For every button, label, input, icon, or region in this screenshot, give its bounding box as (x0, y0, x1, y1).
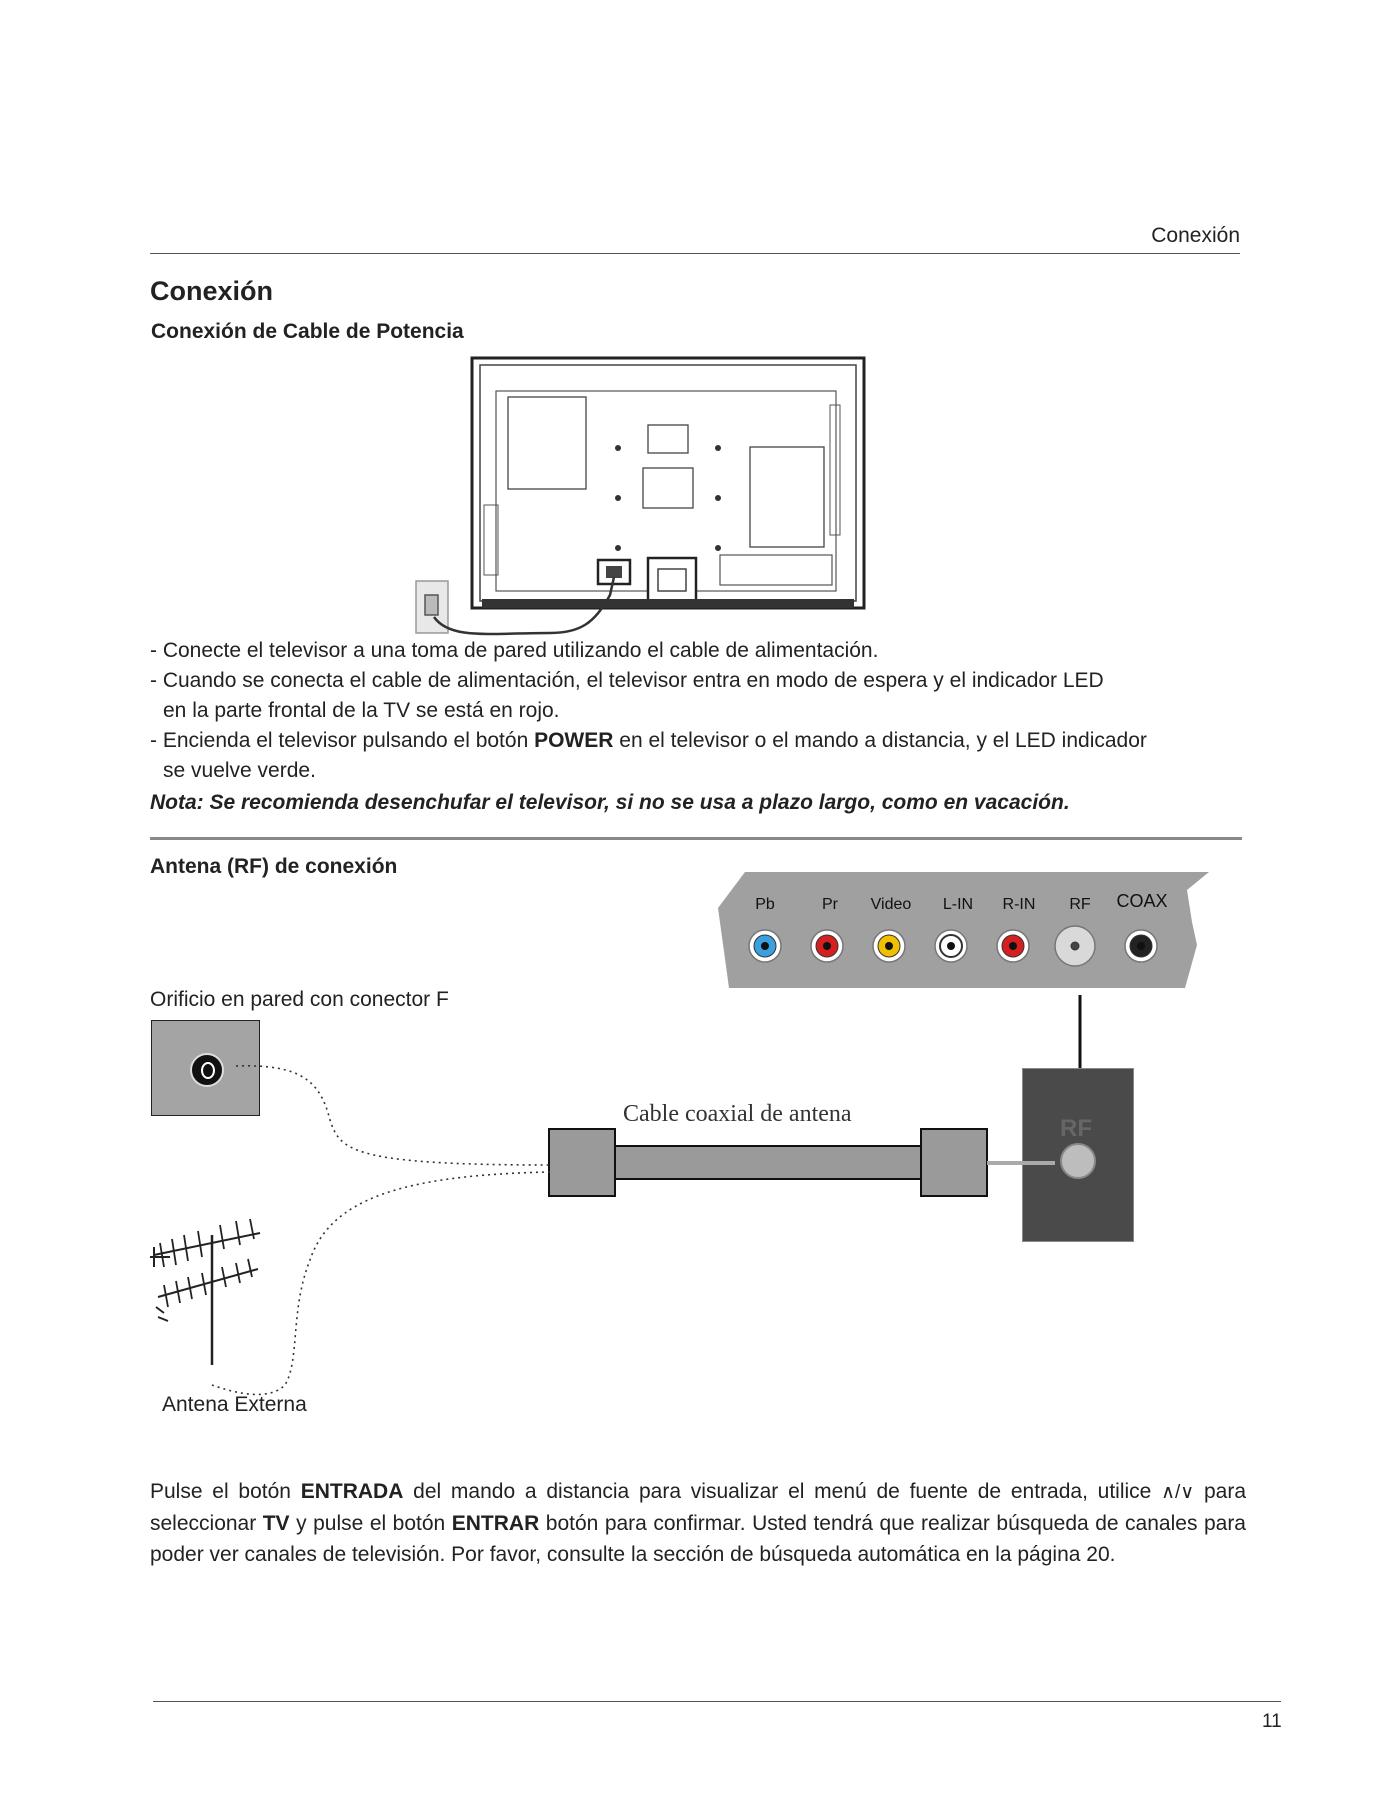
bullet-1: - Conecte el televisor a una toma de pared utilizando el cable de alimentación. (150, 639, 879, 662)
bullet-2: - Cuando se conecta el cable de alimentación, el televisor entra en modo de espera y el indicador LED (150, 669, 1104, 692)
bullet-3: - Encienda el televisor pulsando el botón POWER en el televisor o el mando a distancia, y el LED indicador (150, 729, 1147, 752)
port-label-pb: Pb (755, 896, 775, 913)
antenna-icon (150, 1215, 270, 1365)
running-header: Conexión (1151, 224, 1240, 247)
note: Nota: Se recomienda desenchufar el televisor, si no se usa a plazo largo, como en vacación. (150, 791, 1070, 814)
port-label-video: Video (870, 896, 912, 913)
up-down-arrows-icon: ∧/∨ (1161, 1482, 1195, 1503)
port-label-rf: RF (1069, 896, 1091, 913)
input-instructions: Pulse el botón ENTRADA del mando a distancia para visualizar el menú de fuente de entrada, utilice ∧/∨ para seleccionar TV y pulse el botón ENTRAR botón para confirmar. Usted tendrá que realizar búsqueda de canales para poder ver canales de televisión. Por favor, consulte la sección de búsqueda automática en la página 20. (150, 1480, 1246, 1566)
cable-label: Cable coaxial de antena (623, 1101, 852, 1127)
page-number: 11 (1262, 1711, 1282, 1732)
page-title: Conexión (150, 276, 274, 306)
port-label-lin: L-IN (942, 896, 974, 913)
port-label-pr: Pr (822, 896, 838, 913)
antenna-subtitle: Antena (RF) de conexión (150, 855, 398, 878)
wall-label: Orificio en pared con conector F (150, 988, 449, 1011)
bullet-3-cont: se vuelve verde. (163, 759, 316, 782)
bullet-2-cont: en la parte frontal de la TV se está en rojo. (163, 699, 560, 722)
port-label-coax: COAX (1116, 891, 1168, 911)
external-antenna-label: Antena Externa (162, 1393, 307, 1416)
rf-jack-label: RF (1060, 1115, 1092, 1142)
power-subtitle: Conexión de Cable de Potencia (151, 320, 464, 343)
footer-rule (153, 1701, 1281, 1702)
port-label-rin: R-IN (1002, 896, 1036, 913)
